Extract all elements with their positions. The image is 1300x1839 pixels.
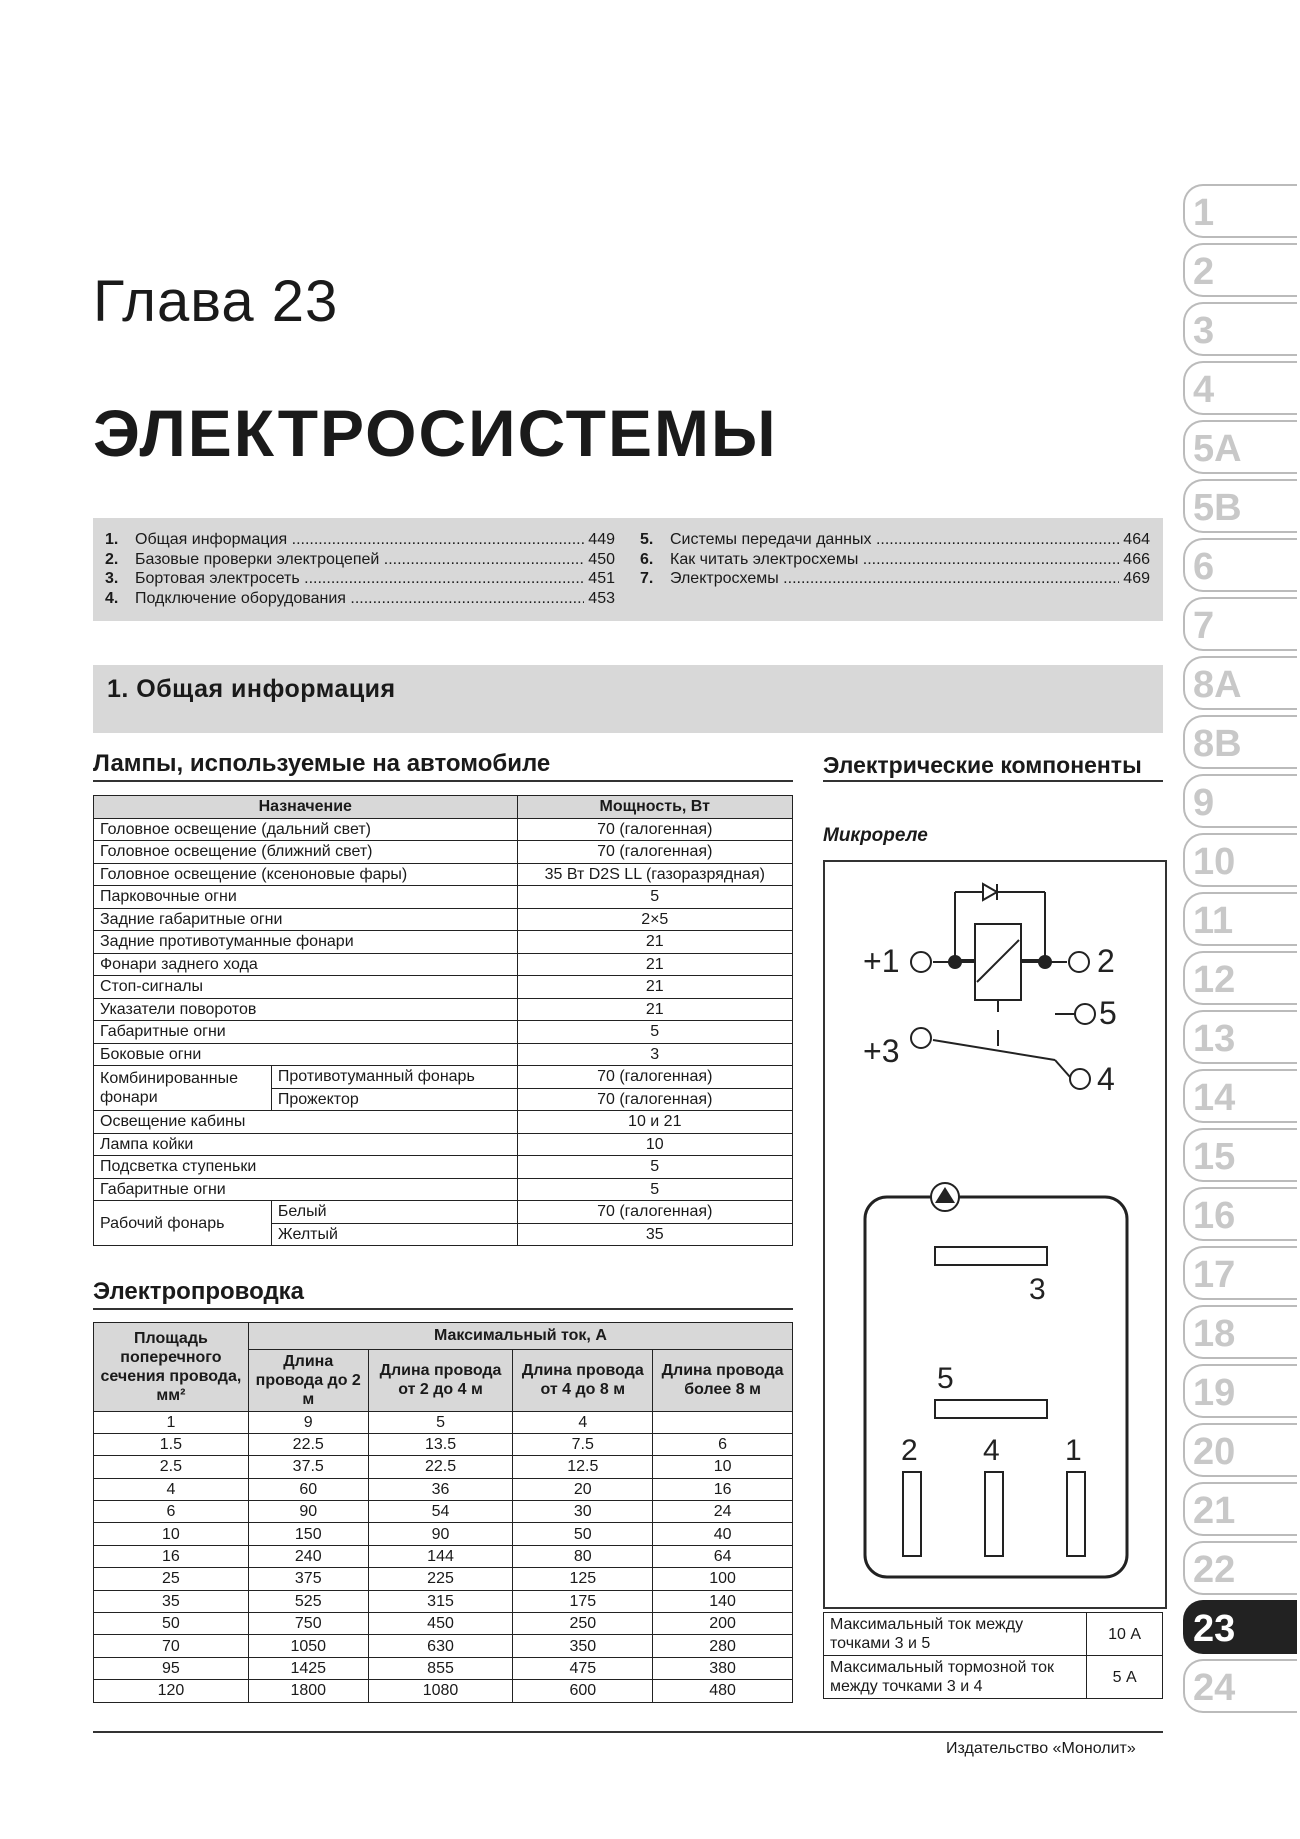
toc-number: 2. [105, 550, 119, 568]
toc-page: 466 [1123, 550, 1150, 568]
wire-current: 4 [513, 1411, 653, 1433]
chapter-tab-11[interactable]: 11 [1183, 892, 1297, 946]
footer-divider [93, 1731, 1163, 1733]
spec-row [824, 1656, 1163, 1699]
lamp-name: Габаритные огни [94, 1178, 518, 1201]
microrelay-diagram [823, 860, 1167, 1609]
table-row [94, 1201, 793, 1224]
chapter-tab-5a[interactable]: 5A [1183, 420, 1297, 474]
wire-current: 525 [248, 1590, 368, 1612]
table-row [94, 1066, 793, 1089]
chapter-tab-13[interactable]: 13 [1183, 1010, 1297, 1064]
wire-current: 22.5 [248, 1433, 368, 1455]
wire-section: 6 [94, 1501, 249, 1523]
components-heading: Электрические компоненты [823, 752, 1163, 782]
chapter-tab-10[interactable]: 10 [1183, 833, 1297, 887]
wire-current: 350 [513, 1635, 653, 1657]
wire-current: 16 [653, 1478, 793, 1500]
chapter-tab-6[interactable]: 6 [1183, 538, 1297, 592]
lamp-power: 70 (галогенная) [517, 1201, 792, 1224]
toc-item[interactable] [640, 550, 1150, 570]
lamp-subname: Белый [271, 1201, 517, 1224]
page-title: ЭЛЕКТРОСИСТЕМЫ [93, 396, 778, 470]
lamp-power: 70 (галогенная) [517, 1088, 792, 1111]
wire-current: 40 [653, 1523, 793, 1545]
spec-value: 10 А [1087, 1613, 1163, 1656]
toc-label: Базовые проверки электроцепей ..... [135, 550, 584, 570]
spec-row [824, 1613, 1163, 1656]
wiring-header-col2: Длина провода от 2 до 4 м [368, 1349, 513, 1411]
wire-current: 90 [368, 1523, 513, 1545]
table-row [94, 1501, 793, 1523]
wire-current: 144 [368, 1545, 513, 1567]
lamp-power: 70 (галогенная) [517, 1066, 792, 1089]
lamps-heading: Лампы, используемые на автомобиле [93, 750, 793, 782]
wire-section: 2.5 [94, 1456, 249, 1478]
section-header [93, 665, 1163, 733]
table-row [94, 998, 793, 1021]
lamp-group: Комбинированные фонари [94, 1066, 272, 1111]
toc-number: 7. [640, 570, 654, 587]
socket-pin-5-label: 5 [937, 1362, 954, 1395]
lamp-name: Стоп-сигналы [94, 976, 518, 999]
wire-current: 855 [368, 1657, 513, 1679]
table-row [94, 1523, 793, 1545]
table-row [94, 1478, 793, 1500]
wire-current: 64 [653, 1545, 793, 1567]
chapter-tab-23[interactable]: 23 [1183, 1600, 1297, 1654]
table-row [94, 1590, 793, 1612]
wire-current: 200 [653, 1613, 793, 1635]
wire-current: 9 [248, 1411, 368, 1433]
chapter-tab-24[interactable]: 24 [1183, 1659, 1297, 1713]
section-title: 1. Общая информация [107, 675, 396, 703]
relay-schematic [825, 862, 1165, 1607]
wire-current: 250 [513, 1613, 653, 1635]
lamp-name: Указатели поворотов [94, 998, 518, 1021]
table-row [94, 1680, 793, 1702]
toc-item[interactable] [105, 550, 615, 570]
toc-page: 450 [588, 550, 615, 568]
wiring-header-col3: Длина провода от 4 до 8 м [513, 1349, 653, 1411]
wire-section: 1 [94, 1411, 249, 1433]
monolith-logo-icon [931, 1183, 959, 1211]
relay-pin-5-label: 5 [1099, 995, 1117, 1031]
toc-number: 3. [105, 570, 119, 587]
toc-item[interactable] [105, 589, 615, 609]
footer-publisher: Издательство «Монолит» [946, 1740, 1136, 1757]
toc-page: 464 [1123, 531, 1150, 548]
wiring-header-col4: Длина провода более 8 м [653, 1349, 793, 1411]
wire-current: 80 [513, 1545, 653, 1567]
table-of-contents [93, 518, 1163, 621]
wire-current: 60 [248, 1478, 368, 1500]
relay-pin-2-label: 2 [1097, 943, 1115, 979]
table-row [94, 1635, 793, 1657]
wire-section: 16 [94, 1545, 249, 1567]
relay-pin-4-label: 4 [1097, 1061, 1115, 1097]
table-row [94, 818, 793, 841]
relay-pin-1-label: +1 [863, 943, 900, 979]
wiring-header-area: Площадь поперечного сечения провода, мм² [94, 1323, 249, 1412]
wire-section: 120 [94, 1680, 249, 1702]
lamp-subname: Противотуманный фонарь [271, 1066, 517, 1089]
chapter-tab-18[interactable]: 18 [1183, 1305, 1297, 1359]
wire-current: 90 [248, 1501, 368, 1523]
wire-current: 175 [513, 1590, 653, 1612]
lamp-name: Задние габаритные огни [94, 908, 518, 931]
lamp-power: 21 [517, 953, 792, 976]
relay-specs-table [823, 1612, 1163, 1699]
chapter-tab-9[interactable]: 9 [1183, 774, 1297, 828]
table-row [94, 976, 793, 999]
lamp-name: Задние противотуманные фонари [94, 931, 518, 954]
toc-page: 469 [1123, 570, 1150, 587]
toc-number: 6. [640, 550, 654, 568]
toc-item[interactable] [640, 569, 1150, 589]
wire-current: 600 [513, 1680, 653, 1702]
lamp-power: 21 [517, 931, 792, 954]
chapter-label: Глава 23 [93, 269, 339, 334]
microrelay-heading: Микрореле [823, 825, 928, 846]
lamp-name: Головное освещение (ксеноновые фары) [94, 863, 518, 886]
spec-value: 5 А [1087, 1656, 1163, 1699]
wire-current: 125 [513, 1568, 653, 1590]
lamp-name: Боковые огни [94, 1043, 518, 1066]
lamp-name: Лампа койки [94, 1133, 518, 1156]
toc-label: Общая информация ..... [135, 530, 584, 550]
wire-section: 50 [94, 1613, 249, 1635]
toc-right-column [640, 530, 1150, 589]
table-row [94, 1133, 793, 1156]
socket-pin-2-label: 2 [901, 1434, 918, 1467]
toc-page: 449 [588, 531, 615, 548]
toc-label: Подключение оборудования ..... [135, 589, 584, 609]
lamp-power: 10 и 21 [517, 1111, 792, 1134]
table-row [94, 1613, 793, 1635]
socket-pin-3-label: 3 [1029, 1273, 1046, 1306]
chapter-tab-8a[interactable]: 8A [1183, 656, 1297, 710]
toc-number: 1. [105, 531, 119, 548]
lamp-power: 5 [517, 1178, 792, 1201]
chapter-tab-8b[interactable]: 8B [1183, 715, 1297, 769]
chapter-tab-16[interactable]: 16 [1183, 1187, 1297, 1241]
spec-label: Максимальный ток между точками 3 и 5 [824, 1613, 1087, 1656]
lamp-subname: Желтый [271, 1223, 517, 1246]
wiring-table [93, 1322, 793, 1703]
table-row [94, 1156, 793, 1179]
wire-current: 150 [248, 1523, 368, 1545]
wire-current: 1050 [248, 1635, 368, 1657]
table-row [94, 1657, 793, 1679]
toc-label: Электросхемы ..... [670, 569, 1119, 589]
chapter-tab-15[interactable]: 15 [1183, 1128, 1297, 1182]
wire-section: 10 [94, 1523, 249, 1545]
lamp-name: Освещение кабины [94, 1111, 518, 1134]
wire-section: 4 [94, 1478, 249, 1500]
lamp-power: 35 [517, 1223, 792, 1246]
toc-left-column [105, 530, 615, 608]
chapter-tab-14[interactable]: 14 [1183, 1069, 1297, 1123]
chapter-tab-1[interactable]: 1 [1183, 184, 1297, 238]
lamp-power: 70 (галогенная) [517, 841, 792, 864]
lamps-header-name: Назначение [94, 796, 518, 819]
wire-current: 36 [368, 1478, 513, 1500]
chapter-tab-20[interactable]: 20 [1183, 1423, 1297, 1477]
wiring-header-max: Максимальный ток, А [248, 1323, 792, 1350]
wire-section: 1.5 [94, 1433, 249, 1455]
wire-current: 475 [513, 1657, 653, 1679]
wire-current: 10 [653, 1456, 793, 1478]
wire-current: 1425 [248, 1657, 368, 1679]
lamps-table [93, 795, 793, 1246]
chapter-tab-4[interactable]: 4 [1183, 361, 1297, 415]
wire-current: 5 [368, 1411, 513, 1433]
table-row [94, 863, 793, 886]
lamp-subname: Прожектор [271, 1088, 517, 1111]
wire-current: 13.5 [368, 1433, 513, 1455]
table-row [94, 1043, 793, 1066]
wire-section: 70 [94, 1635, 249, 1657]
wiring-heading: Электропроводка [93, 1278, 793, 1310]
toc-page: 451 [588, 570, 615, 587]
wire-current: 6 [653, 1433, 793, 1455]
chapter-tab-19[interactable]: 19 [1183, 1364, 1297, 1418]
table-row [94, 908, 793, 931]
wire-current [653, 1411, 793, 1433]
table-row [94, 1411, 793, 1433]
wire-current: 20 [513, 1478, 653, 1500]
toc-page: 453 [588, 589, 615, 607]
lamp-name: Фонари заднего хода [94, 953, 518, 976]
wire-current: 50 [513, 1523, 653, 1545]
lamp-power: 5 [517, 1156, 792, 1179]
lamp-power: 21 [517, 998, 792, 1021]
toc-number: 4. [105, 589, 119, 607]
wire-current: 22.5 [368, 1456, 513, 1478]
chapter-tab-5b[interactable]: 5B [1183, 479, 1297, 533]
lamp-power: 21 [517, 976, 792, 999]
socket-pin-4-label: 4 [983, 1434, 1000, 1467]
wire-current: 1080 [368, 1680, 513, 1702]
lamp-name: Парковочные огни [94, 886, 518, 909]
toc-label: Системы передачи данных ..... [670, 530, 1119, 550]
lamp-power: 70 (галогенная) [517, 818, 792, 841]
table-row [94, 1433, 793, 1455]
table-row [94, 931, 793, 954]
table-row [94, 1456, 793, 1478]
toc-item[interactable] [105, 530, 615, 550]
lamp-power: 10 [517, 1133, 792, 1156]
wire-current: 280 [653, 1635, 793, 1657]
wire-current: 630 [368, 1635, 513, 1657]
table-row [94, 1568, 793, 1590]
toc-item[interactable] [105, 569, 615, 589]
wire-current: 380 [653, 1657, 793, 1679]
table-row [94, 886, 793, 909]
chapter-tab-21[interactable]: 21 [1183, 1482, 1297, 1536]
toc-label: Как читать электросхемы ..... [670, 550, 1119, 570]
lamp-power: 35 Вт D2S LL (газоразрядная) [517, 863, 792, 886]
wire-current: 450 [368, 1613, 513, 1635]
wire-current: 225 [368, 1568, 513, 1590]
wire-current: 480 [653, 1680, 793, 1702]
table-row [94, 1178, 793, 1201]
toc-item[interactable] [640, 530, 1150, 550]
wire-section: 35 [94, 1590, 249, 1612]
spec-label: Максимальный тормозной ток между точками 3 и 4 [824, 1656, 1087, 1699]
chapter-tab-7[interactable]: 7 [1183, 597, 1297, 651]
table-row [94, 953, 793, 976]
wire-current: 7.5 [513, 1433, 653, 1455]
lamp-name: Головное освещение (ближний свет) [94, 841, 518, 864]
relay-pin-3-label: +3 [863, 1033, 900, 1069]
lamp-name: Головное освещение (дальний свет) [94, 818, 518, 841]
toc-number: 5. [640, 531, 654, 548]
table-row [94, 1111, 793, 1134]
lamp-name: Габаритные огни [94, 1021, 518, 1044]
chapter-tab-12[interactable]: 12 [1183, 951, 1297, 1005]
toc-label: Бортовая электросеть ..... [135, 569, 584, 589]
chapter-tab-17[interactable]: 17 [1183, 1246, 1297, 1300]
socket-pin-1-label: 1 [1065, 1434, 1082, 1467]
chapter-tab-2[interactable]: 2 [1183, 243, 1297, 297]
chapter-tab-22[interactable]: 22 [1183, 1541, 1297, 1595]
lamp-group: Рабочий фонарь [94, 1201, 272, 1246]
wire-current: 12.5 [513, 1456, 653, 1478]
wire-current: 240 [248, 1545, 368, 1567]
wire-current: 1800 [248, 1680, 368, 1702]
table-row [94, 841, 793, 864]
wire-section: 25 [94, 1568, 249, 1590]
wire-current: 140 [653, 1590, 793, 1612]
wire-current: 24 [653, 1501, 793, 1523]
table-row [94, 1545, 793, 1567]
wiring-header-col1: Длина провода до 2 м [248, 1349, 368, 1411]
wire-current: 30 [513, 1501, 653, 1523]
lamp-power: 5 [517, 1021, 792, 1044]
lamp-name: Подсветка ступеньки [94, 1156, 518, 1179]
table-row [94, 1021, 793, 1044]
wire-current: 750 [248, 1613, 368, 1635]
wire-current: 315 [368, 1590, 513, 1612]
lamp-power: 5 [517, 886, 792, 909]
lamp-power: 2×5 [517, 908, 792, 931]
wire-current: 375 [248, 1568, 368, 1590]
lamps-header-power: Мощность, Вт [517, 796, 792, 819]
wire-current: 37.5 [248, 1456, 368, 1478]
lamp-power: 3 [517, 1043, 792, 1066]
wire-current: 100 [653, 1568, 793, 1590]
chapter-tab-3[interactable]: 3 [1183, 302, 1297, 356]
wire-section: 95 [94, 1657, 249, 1679]
wire-current: 54 [368, 1501, 513, 1523]
